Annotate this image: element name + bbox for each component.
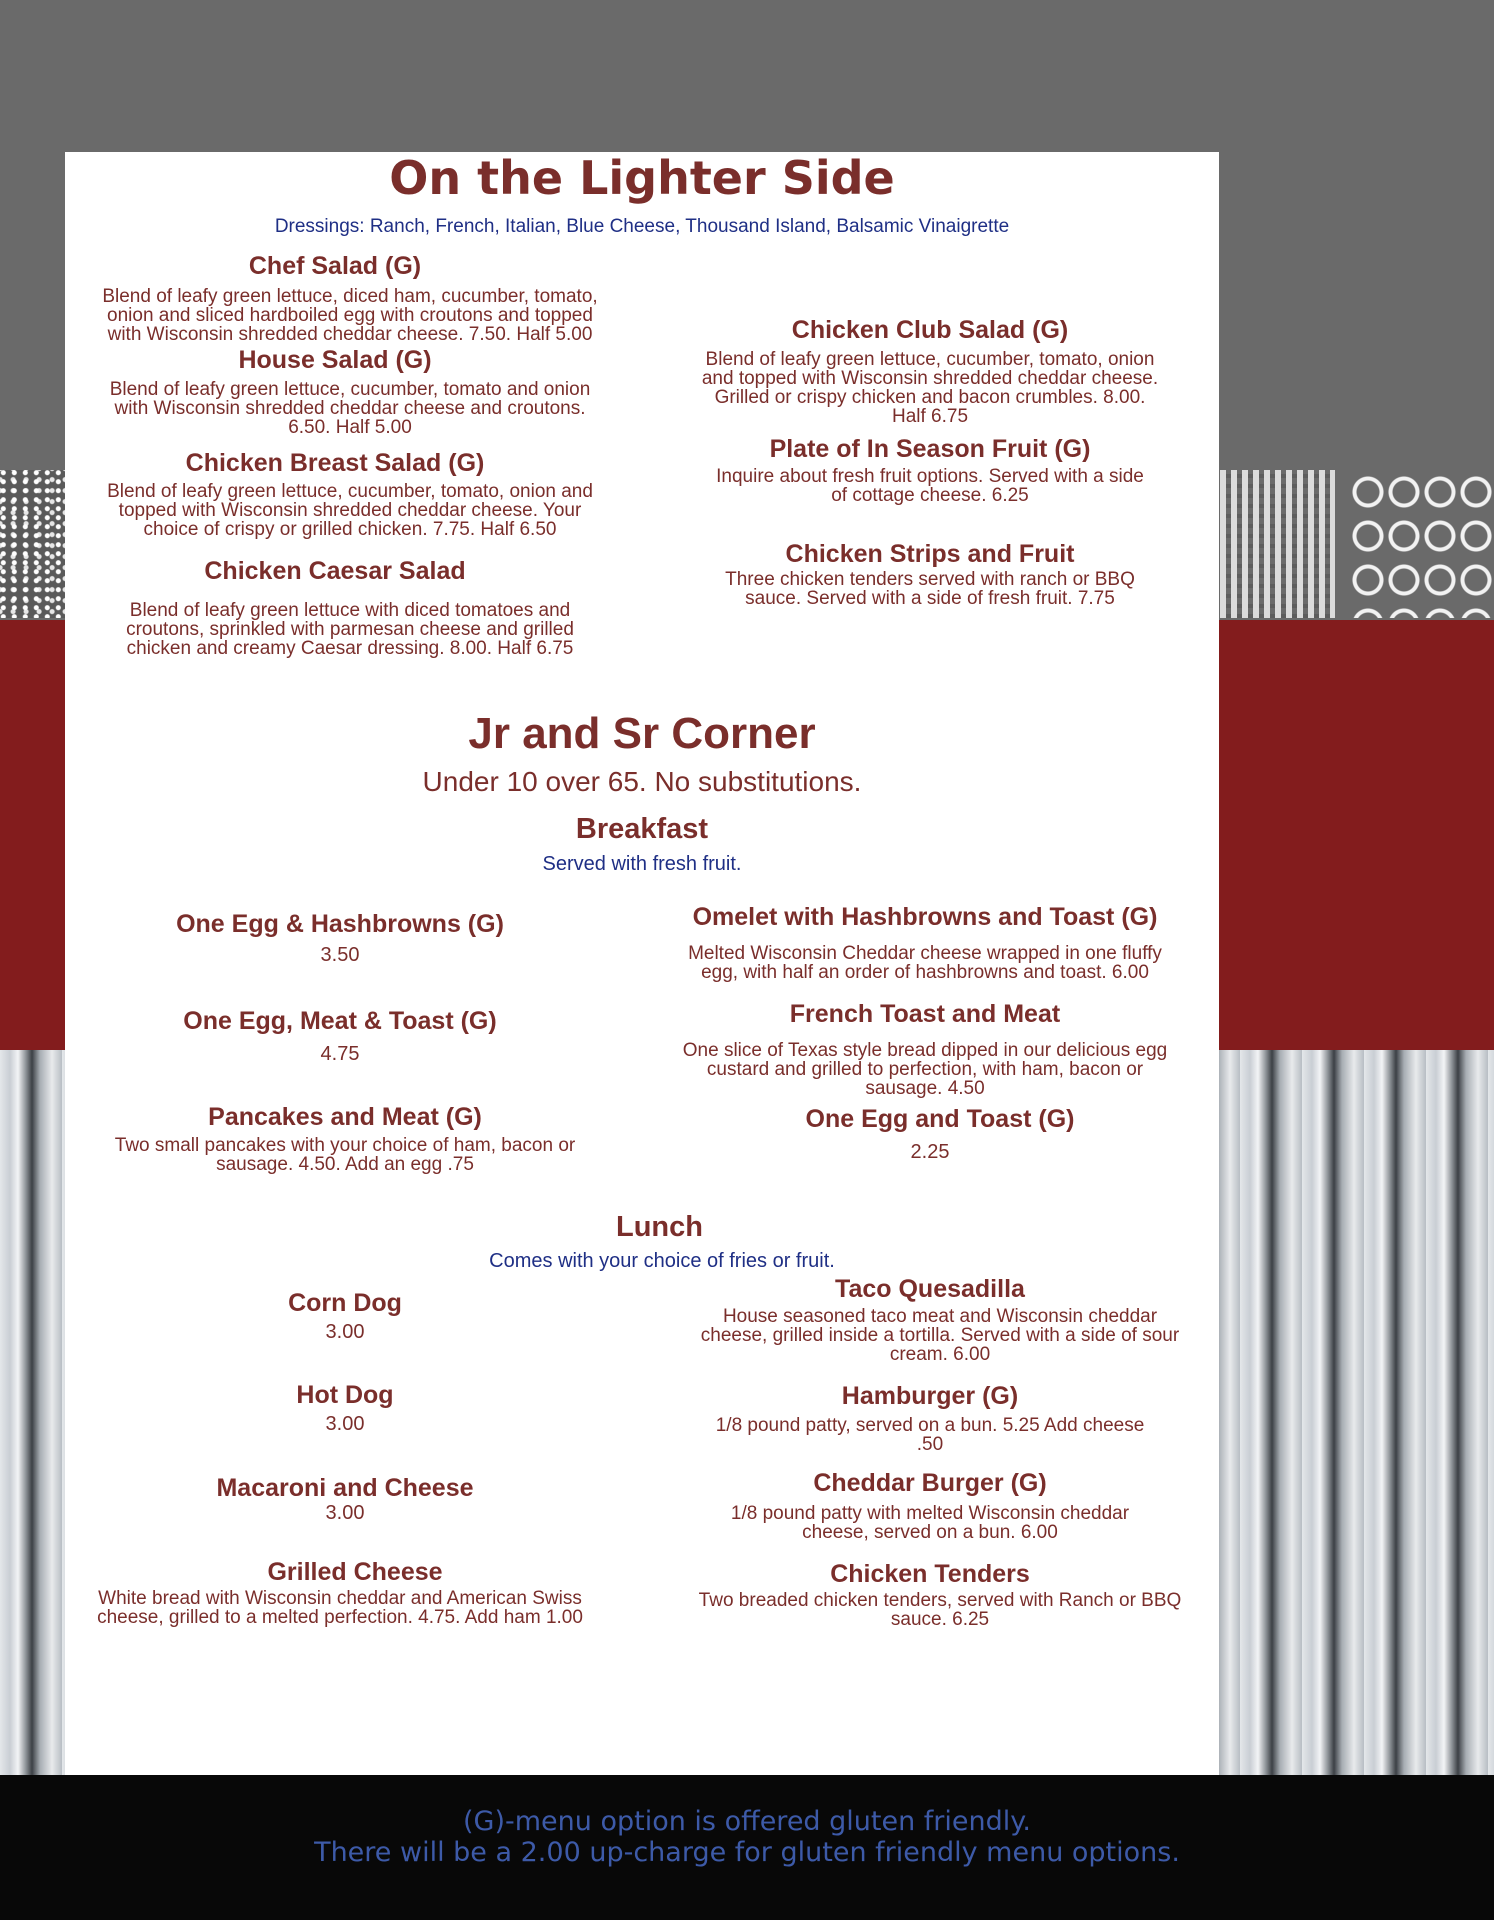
item-title-grilled-cheese: Grilled Cheese [267,1558,443,1586]
item-title-corn-dog: Corn Dog [288,1289,402,1317]
item-desc-hamburger: 1/8 pound patty, served on a bun. 5.25 Add cheese .50 [715,1415,1145,1455]
item-desc-house-salad: Blend of leafy green lettuce, cucumber, tomato and onion with Wisconsin shredded cheddar cheese and croutons. 6.50. Half 5.00 [109,379,591,438]
footer-upcharge-note: There will be a 2.00 up-charge for gluten friendly menu options. [314,1837,1180,1868]
dressings-line: Dressings: Ranch, French, Italian, Blue Cheese, Thousand Island, Balsamic Vinaigrette [274,216,1010,237]
item-title-taco-quesadilla: Taco Quesadilla [835,1275,1025,1303]
item-title-one-egg-hashbrowns: One Egg & Hashbrowns (G) [176,910,504,938]
lunch-title: Lunch [616,1211,703,1243]
item-price-one-egg-hashbrowns: 3.50 [320,944,360,966]
item-title-chicken-strips-and-fruit: Chicken Strips and Fruit [785,540,1075,568]
item-title-chicken-caesar-salad: Chicken Caesar Salad [204,557,466,585]
item-price-one-egg-and-toast: 2.25 [910,1141,950,1163]
item-price-macaroni-and-cheese: 3.00 [325,1502,365,1524]
decorative-texture-grid [1220,470,1335,618]
item-desc-chef-salad: Blend of leafy green lettuce, diced ham, cucumber, tomato, onion and sliced hardboiled egg with croutons and topped with Wisconsin shredded cheddar cheese. 7.50. Half 5.00 [102,286,598,345]
item-price-corn-dog: 3.00 [325,1321,365,1343]
item-title-plate-of-fruit: Plate of In Season Fruit (G) [769,435,1091,463]
menu-panel [65,152,1219,1775]
item-title-cheddar-burger: Cheddar Burger (G) [813,1469,1047,1497]
item-desc-chicken-tenders: Two breaded chicken tenders, served with Ranch or BBQ sauce. 6.25 [698,1590,1182,1630]
item-title-pancakes-and-meat: Pancakes and Meat (G) [208,1103,482,1131]
item-title-hamburger: Hamburger (G) [841,1382,1019,1410]
item-title-chicken-breast-salad: Chicken Breast Salad (G) [185,449,485,477]
item-title-chicken-club-salad: Chicken Club Salad (G) [791,316,1069,344]
lunch-note: Comes with your choice of fries or fruit. [489,1250,835,1272]
item-desc-plate-of-fruit: Inquire about fresh fruit options. Served with a side of cottage cheese. 6.25 [716,466,1144,506]
corner-title: Jr and Sr Corner [468,709,816,758]
item-title-one-egg-meat-toast: One Egg, Meat & Toast (G) [183,1007,497,1035]
breakfast-title: Breakfast [575,813,709,845]
item-title-omelet: Omelet with Hashbrowns and Toast (G) [692,903,1158,931]
corner-subtitle: Under 10 over 65. No substitutions. [422,766,862,797]
item-desc-grilled-cheese: White bread with Wisconsin cheddar and American Swiss cheese, grilled to a melted perfection. 4.75. Add ham 1.00 [97,1588,583,1628]
item-title-one-egg-and-toast: One Egg and Toast (G) [805,1105,1075,1133]
decorative-texture-left [0,470,65,618]
item-price-one-egg-meat-toast: 4.75 [320,1043,360,1065]
item-desc-chicken-breast-salad: Blend of leafy green lettuce, cucumber, tomato, onion and topped with Wisconsin shredded cheddar cheese. Your choice of crispy or grilled chicken. 7.75. Half 6.50 [107,481,593,540]
breakfast-note: Served with fresh fruit. [542,853,742,875]
item-title-french-toast: French Toast and Meat [789,1000,1061,1028]
item-desc-pancakes-and-meat: Two small pancakes with your choice of ham, bacon or sausage. 4.50. Add an egg .75 [114,1135,576,1175]
decorative-texture-rings [1350,470,1494,618]
item-title-house-salad: House Salad (G) [238,346,432,374]
item-price-hot-dog: 3.00 [325,1413,365,1435]
item-desc-chicken-club-salad: Blend of leafy green lettuce, cucumber, tomato, onion and topped with Wisconsin shredded cheddar cheese. Grilled or crispy chicken and bacon crumbles. 8.00. Half 6.75 [701,349,1159,427]
item-desc-chicken-caesar-salad: Blend of leafy green lettuce with diced tomatoes and croutons, sprinkled with parmesan cheese and grilled chicken and creamy Caesar dressing. 8.00. Half 6.75 [126,600,574,659]
item-title-chef-salad: Chef Salad (G) [248,252,422,280]
item-desc-chicken-strips-and-fruit: Three chicken tenders served with ranch or BBQ sauce. Served with a side of fresh fruit. 7.75 [725,569,1135,609]
item-desc-cheddar-burger: 1/8 pound patty with melted Wisconsin cheddar cheese, served on a bun. 6.00 [730,1503,1130,1543]
item-title-hot-dog: Hot Dog [296,1381,394,1409]
item-desc-french-toast: One slice of Texas style bread dipped in our delicious egg custard and grilled to perfection, with ham, bacon or sausage. 4.50 [682,1040,1168,1099]
item-desc-taco-quesadilla: House seasoned taco meat and Wisconsin cheddar cheese, grilled inside a tortilla. Served with a side of sour cream. 6.00 [700,1306,1180,1365]
lighter-side-title: On the Lighter Side [389,151,895,205]
item-title-macaroni-and-cheese: Macaroni and Cheese [216,1474,474,1502]
item-desc-omelet: Melted Wisconsin Cheddar cheese wrapped in one fluffy egg, with half an order of hashbrowns and toast. 6.00 [688,943,1162,983]
footer-gluten-note: (G)-menu option is offered gluten friendly. [463,1806,1031,1837]
item-title-chicken-tenders: Chicken Tenders [830,1560,1030,1588]
